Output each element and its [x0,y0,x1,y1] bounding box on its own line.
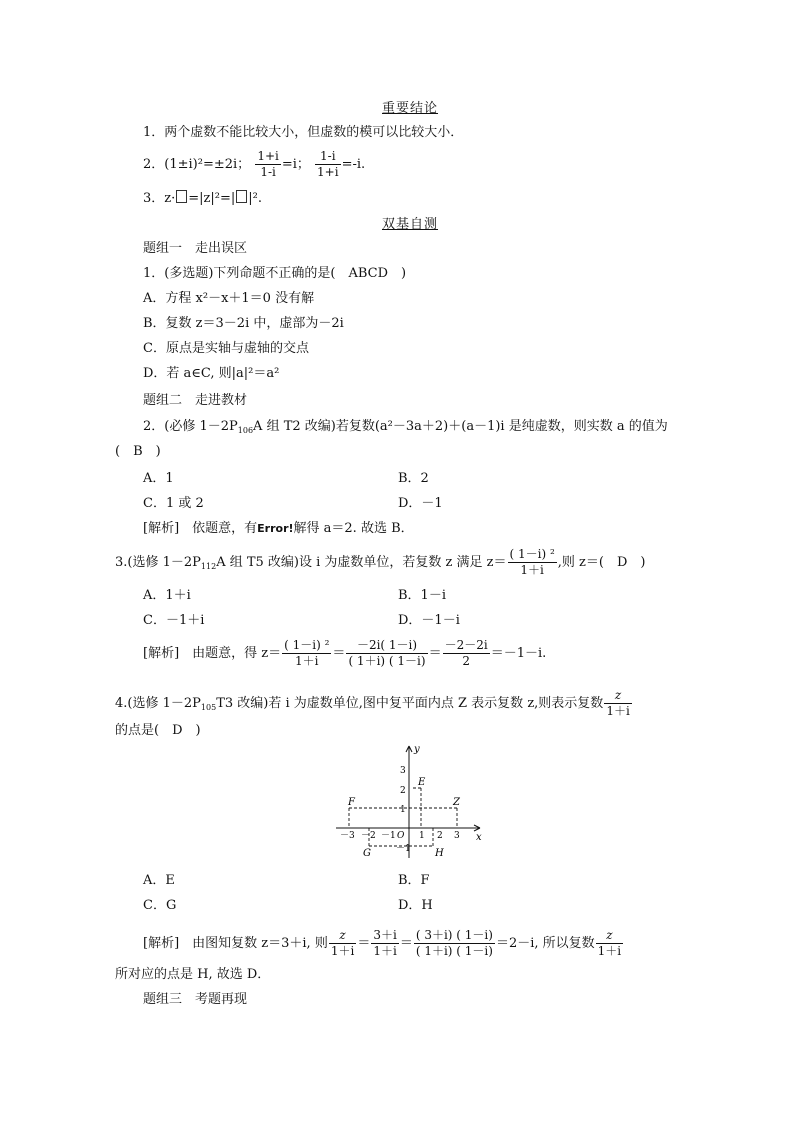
fraction-denominator: 1＋i [295,654,319,668]
fraction-numerator: z [329,928,356,944]
conclusion-2-head: 2．(1±i)²=±2i； [143,157,251,172]
fraction-numerator: 1-i [315,149,341,165]
fraction [282,638,331,669]
q4-page-subscript: 105 [200,703,217,712]
conjugate-placeholder-icon [176,190,187,203]
fraction-denominator: 1＋i [597,944,622,958]
conclusion-2-tail: =-i. [341,157,366,172]
fraction [604,688,631,719]
q2-option-c: C．1 或 2 [143,496,204,511]
x-tick-label: －1 [381,831,396,841]
fraction [315,149,341,180]
q4-body: T3 改编)若 i 为虚数单位,图中复平面内点 Z 表示复数 z,则表示复数 [216,696,604,711]
conclusion-3-end: |². [248,191,262,206]
fraction [329,928,356,959]
fraction-denominator: 1＋i [330,944,355,958]
fraction-numerator: －2－2i [444,638,488,652]
question-1: 1．(多选题)下列命题不正确的是( ABCD ) [143,266,407,281]
q2-solution [143,520,414,538]
x-tick-label: 2 [437,831,443,841]
fraction-numerator: ( 1－i) ² [284,638,330,652]
equals-sign: ＝ [332,646,346,661]
fraction-numerator: z [596,928,623,944]
q4-solution-mid: ＝2－i, 所以复数 [495,936,595,951]
fraction [414,928,495,959]
group3-title: 题组三 考题再现 [143,992,248,1007]
q1-option-d: D．若 a∈C, 则|a|²＝a² [143,366,280,381]
q3-head: 3.(选修 1－2P [115,555,201,570]
q4-line2: 的点是( D ) [115,723,201,738]
fraction [346,638,427,669]
q3-option-c: C．－1＋i [143,613,205,628]
x-tick-label: －3 [340,831,355,841]
point-h-label: H [435,848,444,859]
q3-option-b: B．1－i [398,588,446,603]
q4-solution-head: [解析] 由图知复数 z＝3＋i, 则 [143,936,328,951]
x-tick-label: 3 [454,831,460,841]
fraction [443,638,490,669]
point-f-label: F [348,797,355,808]
fraction-denominator: 2 [462,654,470,668]
fraction-numerator: －2i( 1－i) [346,638,427,654]
q2-error-text: Error! [257,522,294,535]
q2-option-a: A．1 [143,471,174,486]
q4-option-c: C．G [143,898,177,913]
fraction-denominator: ( 1＋i) ( 1－i) [415,944,493,958]
equals-sign: ＝ [357,936,371,951]
fraction [255,149,281,180]
fraction-numerator: ( 1－i) ² [509,547,555,561]
q4-solution [143,926,624,962]
q2-page-subscript: 106 [237,426,254,435]
point-g-label: G [363,848,371,859]
q1-option-a: A．方程 x²－x＋1＝0 没有解 [143,291,315,306]
q3-page-subscript: 112 [200,562,217,571]
x-axis-label: x [476,832,482,843]
q2-solution-head: [解析] 依题意，有 [143,521,258,536]
y-tick-label: 1 [400,805,406,815]
group1-title: 题组一 走出误区 [143,241,248,256]
q2-body: A 组 T2 改编)若复数(a²－3a＋2)＋(a－1)i 是纯虚数，则实数 a 的值为 [253,419,668,434]
q2-solution-tail: 解得 a＝2. 故选 B． [293,521,414,536]
conclusion-2 [143,148,365,182]
self-test-title: 双基自测 [382,217,439,232]
q4-head: 4.(选修 1－2P [115,696,201,711]
q3-option-a: A．1＋i [143,588,191,603]
fraction [596,928,623,959]
conclusion-2-mid: =i； [281,157,310,172]
x-tick-label: －2 [361,831,376,841]
fraction-numerator: z [604,688,631,704]
conclusions-title: 重要结论 [382,101,439,116]
fraction-denominator: 1＋i [606,704,630,718]
conclusion-3-head: 3．z· [143,191,176,206]
point-e-label: E [418,777,426,788]
conjugate-placeholder-icon [236,190,247,203]
q4-solution-line2: 所对应的点是 H, 故选 D． [115,967,271,982]
equals-sign: ＝ [399,936,413,951]
q3-body: A 组 T5 改编)设 i 为虚数单位，若复数 z 满足 z＝ [216,555,507,570]
fraction [508,547,557,578]
fraction-denominator: 1-i [260,165,276,179]
fraction-denominator: 1＋i [520,563,544,577]
q2-option-b: B．2 [398,471,429,486]
q3-solution-head: [解析] 由题意，得 z＝ [143,646,282,661]
y-axis-label: y [414,744,420,755]
q3-solution [143,636,546,672]
fraction-denominator: ( 1＋i) ( 1－i) [348,654,426,668]
q4-option-d: D．H [398,898,433,913]
fraction-denominator: 1+i [317,165,339,179]
equals-sign: ＝ [428,646,442,661]
y-tick-label: 3 [400,766,406,776]
conclusion-1: 1．两个虚数不能比较大小，但虚数的模可以比较大小． [143,125,464,140]
q1-option-c: C．原点是实轴与虚轴的交点 [143,341,309,356]
q2-head: 2．(必修 1－2P [143,419,238,434]
q2-answer: ( B ) [115,444,161,459]
y-tick-label: －1 [396,844,411,854]
conclusion-3-mid: =|z|²=| [188,191,236,206]
fraction-numerator: 1+i [257,149,279,163]
conclusion-3 [143,190,262,208]
y-tick-label: 2 [400,786,406,796]
fraction-denominator: 1＋i [373,944,397,958]
q2-option-d: D．－1 [398,496,443,511]
question-2 [143,418,668,440]
q3-solution-tail: ＝－1－i. [490,646,547,661]
group2-title: 题组二 走进教材 [143,393,248,408]
point-z-label: Z [453,797,460,808]
q4-option-b: B．F [398,873,430,888]
x-tick-label: 1 [419,831,425,841]
q4-option-a: A．E [143,873,175,888]
question-3 [115,546,645,584]
fraction-numerator: 3＋i [373,928,397,942]
question-4 [115,686,633,726]
fraction [371,928,398,959]
origin-label: O [397,831,405,841]
q1-option-b: B．复数 z＝3－2i 中，虚部为－2i [143,316,344,331]
fraction-numerator: ( 3＋i) ( 1－i) [415,928,493,942]
q3-tail: ,则 z＝( D ) [557,555,646,570]
q3-option-d: D．－1－i [398,613,460,628]
complex-plane-figure [330,740,490,860]
